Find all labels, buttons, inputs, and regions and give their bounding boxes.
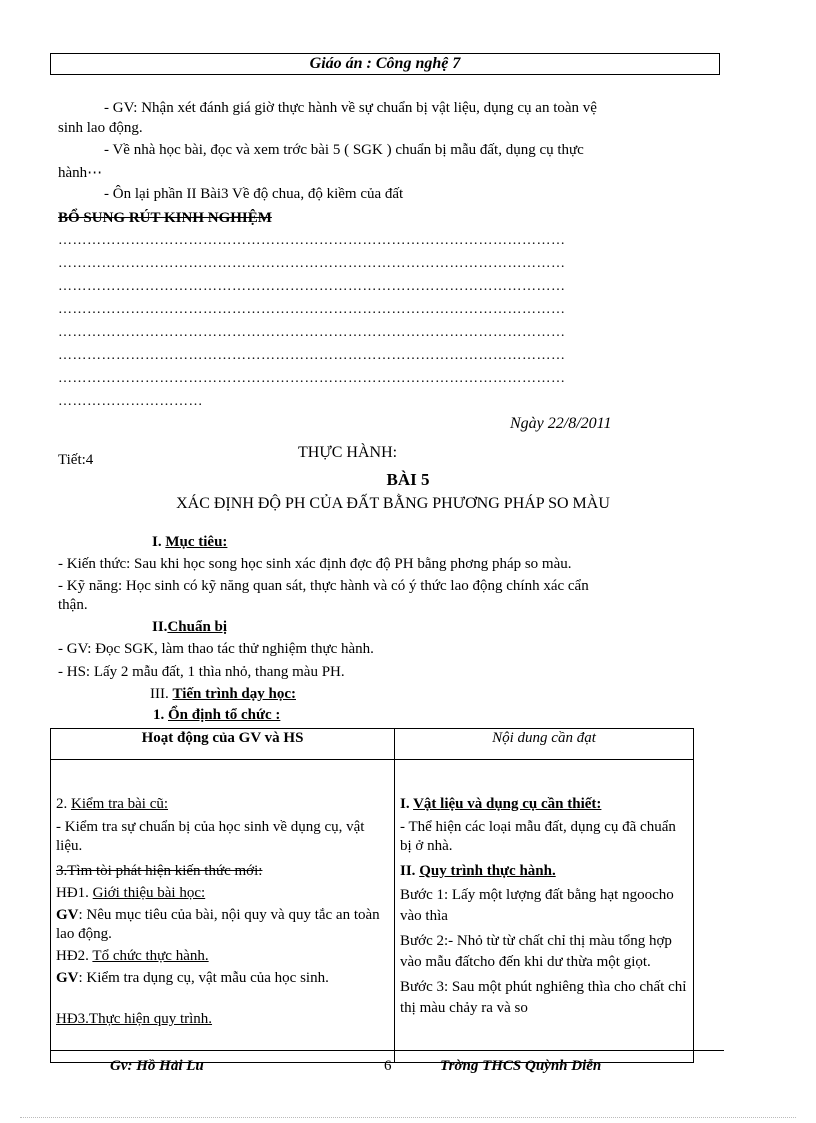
materials-text: - Thể hiện các loại mẫu đất, dụng cụ đã chuẩn bị ở nhà.: [400, 819, 676, 854]
process-sub: 1. Ổn định tổ chức :: [153, 707, 281, 723]
lesson-number: BÀI 5: [386, 470, 430, 489]
dotted-line: ……………………………………………………………………………………………: [58, 325, 566, 340]
check-heading: 2. Kiểm tra bài cũ:: [56, 796, 169, 812]
intro-line-1: - GV: Nhận xét đánh giá giờ thực hành về sự chuẩn bị vật liệu, dụng cụ an toàn vệ: [104, 100, 597, 116]
supplement-heading: BỔ SUNG RÚT KINH NGHIỆM: [58, 210, 272, 226]
lesson-practice: THỰC HÀNH:: [298, 444, 398, 461]
intro-line-2-cont: hành⋯: [58, 165, 103, 181]
intro-line-2: - Về nhà học bài, đọc và xem trớc bài 5 ( SGK ) chuẩn bị mẫu đất, dụng cụ thực: [104, 142, 584, 158]
objectives-knowledge: - Kiến thức: Sau khi học song học sinh xác định đợc độ PH bằng phơng pháp so màu.: [58, 556, 572, 572]
dotted-line: ……………………………………………………………………………………………: [58, 348, 566, 363]
table-right-cell: [395, 760, 694, 1063]
intro-line-3: - Ôn lại phần II Bài3 Về độ chua, độ kiềm của đất: [104, 186, 404, 202]
discover-heading: 3.Tìm tòi phát hiện kiến thức mới:: [56, 863, 263, 879]
preparation-hs: - HS: Lấy 2 mẫu đất, 1 thìa nhỏ, thang màu PH.: [58, 664, 345, 680]
dotted-line: ……………………………………………………………………………………………: [58, 256, 566, 271]
dotted-line: ……………………………………………………………………………………………: [58, 233, 566, 248]
hd2-heading: HĐ2. Tổ chức thực hành.: [56, 948, 209, 964]
objectives-heading: I. Mục tiêu:: [152, 534, 228, 550]
preparation-gv: - GV: Đọc SGK, làm thao tác thử nghiệm thực hành.: [58, 641, 374, 657]
lesson-table: [50, 728, 694, 1063]
dotted-line: ……………………………………………………………………………………………: [58, 279, 566, 294]
header-title: Giáo án : Công nghệ 7: [309, 55, 461, 72]
footer-author: Gv: Hồ Hải Lu: [110, 1058, 204, 1074]
date: Ngày 22/8/2011: [510, 415, 612, 432]
gv1-text: GV: Nêu mục tiêu của bài, nội quy và quy tắc an toàn lao động.: [56, 907, 380, 942]
step-1: Bước 1: Lấy một lượng đất bằng hạt ngoocho vào thìa: [400, 887, 674, 924]
table-header-activities: Hoạt động của GV và HS: [51, 729, 395, 760]
objectives-skill-cont: thận.: [58, 597, 88, 613]
page-number: 6: [384, 1058, 392, 1074]
table-left-cell: [51, 760, 395, 1063]
footer-school: Trờng THCS Quỳnh Diễn: [440, 1058, 602, 1074]
hd3-heading: HĐ3.Thực hiện quy trình.: [56, 1011, 213, 1027]
dotted-line: ……………………………………………………………………………………………: [58, 371, 566, 386]
gv2-text: GV: Kiểm tra dụng cụ, vật mẫu của học sinh.: [56, 970, 329, 986]
header-box: [50, 53, 720, 75]
lesson-title: XÁC ĐỊNH ĐỘ PH CỦA ĐẤT BẰNG PHƯƠNG PHÁP SO MÀU: [176, 495, 610, 512]
dotted-line-short: …………………………: [58, 394, 203, 409]
footer-rule: [50, 1050, 724, 1051]
bottom-dotted-rule: [20, 1117, 796, 1118]
hd1-heading: HĐ1. Giới thiệu bài học:: [56, 885, 206, 901]
check-text: - Kiểm tra sự chuẩn bị của học sinh về dụng cụ, vật liệu.: [56, 819, 365, 854]
table-header-content: Nội dung cần đạt: [395, 729, 694, 760]
step-2: Bước 2:- Nhỏ từ từ chất chỉ thị màu tổng hợp vào mẫu đấtcho đến khi dư thừa một giọt.: [400, 933, 672, 970]
intro-line-1-cont: sinh lao động.: [58, 120, 143, 136]
materials-heading: I. Vật liệu và dụng cụ cần thiết:: [400, 796, 602, 812]
preparation-heading: II.Chuẩn bị: [152, 619, 228, 635]
procedure-heading: II. Quy trình thực hành.: [400, 863, 556, 879]
dotted-line: ……………………………………………………………………………………………: [58, 302, 566, 317]
objectives-skill: - Kỹ năng: Học sinh có kỹ năng quan sát, thực hành và có ý thức lao động chính xác cẩn: [58, 578, 589, 594]
lesson-period: Tiết:4: [58, 452, 94, 468]
process-heading: III. Tiến trình dạy học:: [150, 686, 296, 702]
step-3: Bước 3: Sau một phút nghiêng thìa cho chất chỉ thị màu chảy ra và so: [400, 979, 687, 1016]
